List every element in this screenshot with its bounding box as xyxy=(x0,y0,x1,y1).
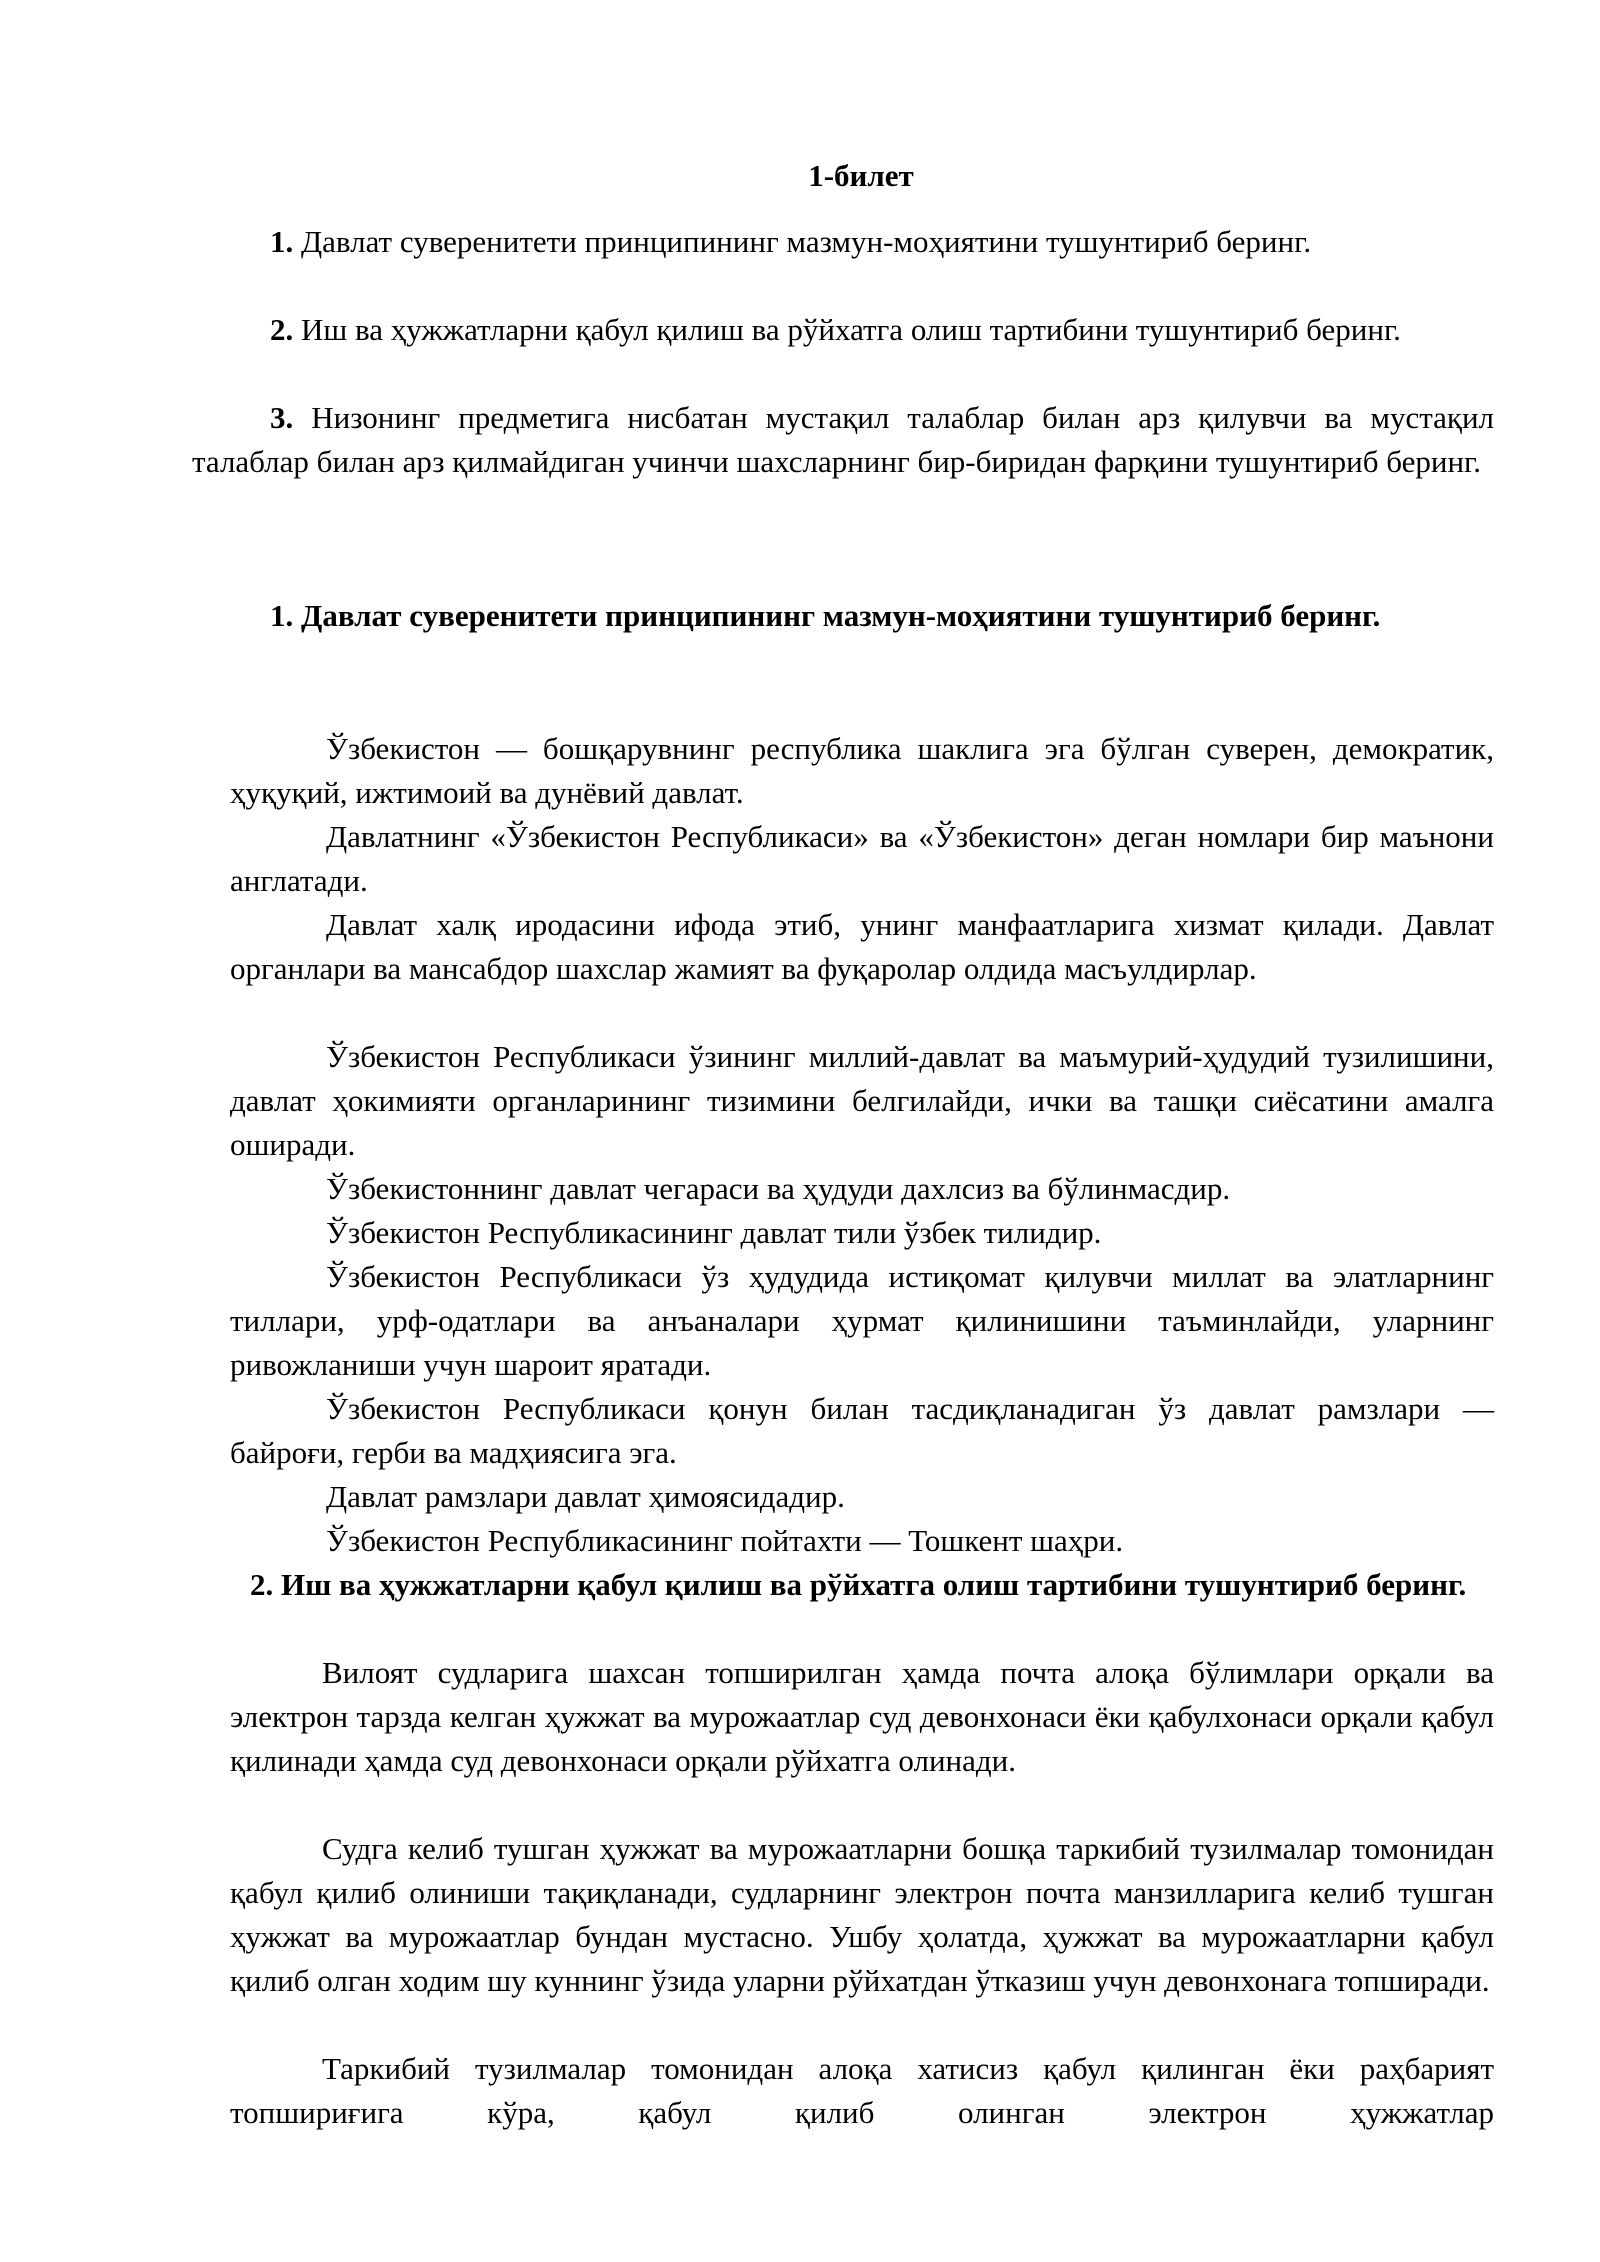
section-2-heading xyxy=(250,1563,1494,1607)
section-1-paragraph: Ўзбекистоннинг давлат чегараси ва ҳудуди дахлсиз ва бўлинмасдир. xyxy=(326,1171,1231,1206)
section-1-paragraph: Ўзбекистон Республикаси қонун билан тасдиқланадиган ўз давлат рамзлари — байроғи, герби ва мадҳиясига эга. xyxy=(230,1391,1494,1470)
section-heading-text: Иш ва ҳужжатларни қабул қилиш ва рўйхатга олиш тартибини тушунтириб беринг. xyxy=(281,1567,1467,1602)
section-heading-text: Давлат суверенитети принципининг мазмун-моҳиятини тушунтириб беринг. xyxy=(301,598,1381,633)
section-2-paragraph: Вилоят судларига шахсан топширилган ҳамда почта алоқа бўлимлари орқали ва электрон тарзда келган ҳужжат ва мурожаатлар суд девонхонаси ёки қабулхонаси орқали қабул қилинади ҳамда суд девонхонаси орқали рўйхатга олинади. xyxy=(230,1655,1494,1778)
section-2-paragraph: Судга келиб тушган ҳужжат ва мурожаатларни бошқа таркибий тузилмалар томонидан қабул қилиб олиниши тақиқланади, судларнинг электрон почта манзилларига келиб тушган ҳужжат ва мурожаатлар бундан мустасно. Ушбу ҳолатда, ҳужжат ва мурожаатларни қабул қилиб олган ходим шу куннинг ўзида уларни рўйхатдан ўтказиш учун девонхонага топширади. xyxy=(230,1831,1494,1998)
section-1-paragraph: Ўзбекистон Республикасининг пойтахти — Тошкент шаҳри. xyxy=(326,1523,1124,1558)
section-1-paragraph: Ўзбекистон Республикаси ўз ҳудудида истиқомат қилувчи миллат ва элатларнинг тиллари, урф-одатлари ва анъаналари ҳурмат қилинишини таъминлайди, уларнинг ривожланиши учун шароит яратади. xyxy=(230,1259,1494,1382)
section-1-paragraph: Давлатнинг «Ўзбекистон Республикаси» ва «Ўзбекистон» деган номлари бир маънони англатади. xyxy=(230,819,1494,898)
question-2 xyxy=(230,308,1494,352)
section-2-paragraph: Таркибий тузилмалар томонидан алоқа хатисиз қабул қилинган ёки раҳбарият топшириғига кўра, қабул қилиб олинган электрон ҳужжатлар xyxy=(230,2051,1494,2130)
section-1-paragraph: Давлат рамзлари давлат ҳимоясидадир. xyxy=(326,1479,845,1514)
section-number: 2. xyxy=(250,1567,274,1602)
question-number: 1. xyxy=(270,224,294,259)
question-text: Давлат суверенитети принципининг мазмун-моҳиятини тушунтириб беринг. xyxy=(301,224,1312,259)
section-1-paragraph: Ўзбекистон — бошқарувнинг республика шаклига эга бўлган суверен, демократик, ҳуқуқий, ижтимоий ва дунёвий давлат. xyxy=(230,731,1494,810)
section-1-heading xyxy=(192,594,1494,638)
question-text: Низонинг предметига нисбатан мустақил талаблар билан арз қилувчи ва мустақил талаблар билан арз қилмайдиган учинчи шахсларнинг бир-биридан фарқини тушунтириб беринг. xyxy=(192,400,1495,479)
question-1 xyxy=(230,220,1494,264)
question-3 xyxy=(192,396,1494,484)
section-number: 1. xyxy=(270,598,294,633)
question-number: 3. xyxy=(270,400,294,435)
question-text: Иш ва ҳужжатларни қабул қилиш ва рўйхатга олиш тартибини тушунтириб беринг. xyxy=(301,312,1401,347)
section-1-paragraph: Ўзбекистон Республикаси ўзининг миллий-давлат ва маъмурий-ҳудудий тузилишини, давлат ҳокимияти органларининг тизимини белгилайди, ички ва ташқи сиёсатини амалга оширади. xyxy=(230,1039,1494,1162)
ticket-title: 1-билет xyxy=(808,158,914,193)
question-number: 2. xyxy=(270,312,294,347)
section-1-paragraph: Ўзбекистон Республикасининг давлат тили ўзбек тилидир. xyxy=(326,1215,1102,1250)
section-1-paragraph: Давлат халқ иродасини ифода этиб, унинг манфаатларига хизмат қилади. Давлат органлари ва мансабдор шахслар жамият ва фуқаролар олдида масъулдирлар. xyxy=(230,907,1494,986)
